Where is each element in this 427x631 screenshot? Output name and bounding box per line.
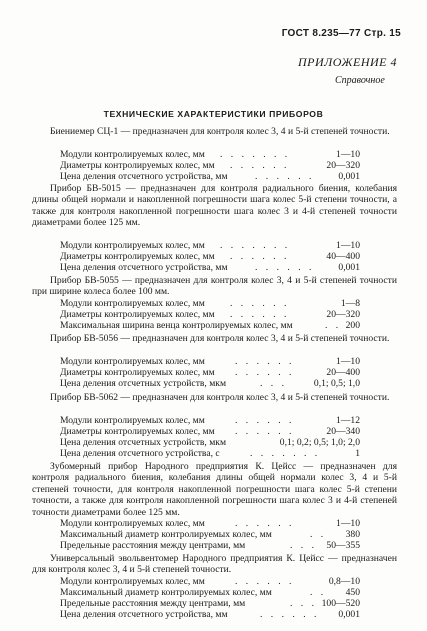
spec-value: 1—8 (340, 298, 360, 309)
spec-label: Модули контролируемых колес, мм (60, 356, 205, 367)
spec-label: Диаметры контролируемых колес, мм (60, 160, 215, 171)
spec-value: 1—10 (336, 240, 360, 251)
spec-row: Модули контролируемых колес, мм . . . . . . 1—10 (60, 356, 360, 367)
spec-label: Модули контролируемых колес, мм (60, 298, 205, 309)
spec-label: Цена деления отсчетного устройства, с (60, 448, 220, 459)
spec-row: Модули контролируемых колес, мм . . . . . . 1—8 (60, 298, 360, 309)
spec-row: Диаметры контролируемых колес, мм . . . . . . 20—400 (60, 367, 360, 378)
spec-value: 1—10 (336, 149, 360, 160)
spec-row: Модули контролируемых колес, мм . . . . . . . 1—10 (60, 240, 360, 251)
spec-label: Предельные расстояния между центрами, мм (60, 540, 246, 551)
spec-label: Модули контролируемых колес, мм (60, 240, 205, 251)
spec-label: Модули контролируемых колес, мм (60, 415, 205, 426)
device-description: Прибор БВ-5062 — предназначен для контроля колес 3, 4 и 5-й степеней точности. (50, 392, 390, 403)
spec-value: 100—520 (321, 598, 360, 609)
spec-row: Модули контролируемых колес, мм . . . . . . . 1—10 (60, 149, 360, 160)
spec-label: Модули контролируемых колес, мм (60, 149, 205, 160)
spec-row: Цена деления отсчетных устройств, мкм . . . 0,1; 0,5; 1,0 (60, 378, 360, 389)
device-description: Прибор БВ-5056 — предназначен для контроля колес 3, 4 и 5-й степеней точности. (50, 333, 390, 344)
spec-value: 200 (345, 320, 360, 331)
spec-row: Предельные расстояния между центрами, мм . . . 50—355 (60, 540, 360, 551)
spec-label: Цена деления отсчетного устройства, мм (60, 262, 228, 273)
spec-label: Диаметры контролируемых колес, мм (60, 309, 215, 320)
standard-header: ГОСТ 8.235—77 Стр. 15 (281, 28, 401, 39)
spec-label: Цена деления отсчетных устройств, мкм (60, 378, 227, 389)
spec-value: 20—320 (326, 309, 360, 320)
spec-row: Модули контролируемых колес, мм . . . . . . 0,8—10 (60, 576, 360, 587)
spec-label: Диаметры контролируемых колес, мм (60, 251, 215, 262)
spec-value: 0,001 (338, 262, 360, 273)
spec-value: 50—355 (326, 540, 360, 551)
spec-value: 0,001 (338, 171, 360, 182)
spec-label: Диаметры контролируемых колес, мм (60, 426, 215, 437)
spec-label: Максимальный диаметр контролируемых колес, мм (60, 587, 272, 598)
spec-row: Модули контролируемых колес, мм . . . . . . 1—10 (60, 518, 360, 529)
spec-row: Цена деления отсчетного устройства, мм . . . . . . 0,001 (60, 609, 360, 620)
spec-row: Цена деления отсчетного устройства, мм . . . . . . 0,001 (60, 262, 360, 273)
appendix-title: ПРИЛОЖЕНИЕ 4 (298, 55, 397, 69)
spec-value: 1—10 (336, 356, 360, 367)
spec-value: 0,1; 0,5; 1,0 (313, 378, 360, 389)
spec-row: Максимальный диаметр контролируемых колес, мм . . 450 (60, 587, 360, 598)
spec-label: Модули контролируемых колес, мм (60, 518, 205, 529)
device-description: Зубомерный прибор Народного предприятия К. Цейсс — предназначен для контроля радиального биения, колебания длины общей нормали колес 3, 4 и 5-й степеней точности, для контроля накопленной погрешности шага колес 5-й степени точности, а также для контроля накопленной погрешности шага колес 3 и 4-й степеней точности диаметрами более 125 мм. (32, 461, 397, 518)
spec-value: 0,1; 0,2; 0,5; 1,0; 2,0 (279, 437, 360, 448)
spec-label: Цена деления отсчетного устройства, мм (60, 171, 228, 182)
section-title: ТЕХНИЧЕСКИЕ ХАРАКТЕРИСТИКИ ПРИБОРОВ (103, 109, 324, 119)
spec-row: Диаметры контролируемых колес, мм . . . . . . 40—400 (60, 251, 360, 262)
spec-row: Цена деления отсчетного устройства, мм . . . . . . 0,001 (60, 171, 360, 182)
spec-row: Цена деления отсчетного устройства, с . . . . . . . 1 (60, 448, 360, 459)
spec-value: 40—400 (326, 251, 360, 262)
spec-value: 20—400 (326, 367, 360, 378)
spec-value: 1 (355, 448, 360, 459)
spec-value: 450 (345, 587, 360, 598)
spec-row: Максимальный диаметр контролируемых колес, мм . . 380 (60, 529, 360, 540)
spec-row: Диаметры контролируемых колес, мм . . . . . . 20—320 (60, 160, 360, 171)
device-description: Прибор БВ-5055 — предназначен для контроля колес 3, 4 и 5-й степеней точности при ширине колеса более 100 мм. (32, 275, 397, 298)
spec-label: Предельные расстояния между центрами, мм (60, 598, 246, 609)
device-description: Биениемер СЦ-1 — предназначен для контроля колес 3, 4 и 5-й степеней точности. (50, 126, 390, 137)
spec-label: Диаметры контролируемых колес, мм (60, 367, 215, 378)
device-description: Прибор БВ-5015 — предназначен для контроля радиального биения, колебания длины общей нормали и накопленной погрешности шага колес 5-й степени точности, а также для контроля накопленной погрешности шага колес 3 и 4-й степеней точности диаметрами более 125 мм. (32, 183, 397, 229)
spec-row: Максимальная ширина венца контролируемых колес, мм . . 200 (60, 320, 360, 331)
spec-label: Максимальная ширина венца контролируемых колес, мм (60, 320, 293, 331)
spec-value: 1—12 (336, 415, 360, 426)
spec-row: Диаметры контролируемых колес, мм . . . . . . 20—320 (60, 309, 360, 320)
spec-value: 0,001 (338, 609, 360, 620)
spec-value: 1—10 (336, 518, 360, 529)
spec-label: Цена деления отсчетного устройства, мм (60, 609, 228, 620)
appendix-subtitle: Справочное (335, 75, 385, 86)
spec-value: 20—340 (326, 426, 360, 437)
spec-label: Цена деления отсчетных устройств, мкм (60, 437, 227, 448)
spec-value: 20—320 (326, 160, 360, 171)
spec-label: Максимальный диаметр контролируемых колес, мм (60, 529, 272, 540)
spec-value: 0,8—10 (328, 576, 360, 587)
device-description: Универсальный эвольвентомер Народного предприятия К. Цейсс — предназначен для контроля колес 3, 4 и 5-й степеней точности. (32, 553, 397, 576)
spec-row: Модули контролируемых колес, мм . . . . . . 1—12 (60, 415, 360, 426)
spec-row: Предельные расстояния между центрами, мм . . . 100—520 (60, 598, 360, 609)
spec-value: 380 (345, 529, 360, 540)
spec-label: Модули контролируемых колес, мм (60, 576, 205, 587)
spec-row: Диаметры контролируемых колес, мм . . . . . . 20—340 (60, 426, 360, 437)
